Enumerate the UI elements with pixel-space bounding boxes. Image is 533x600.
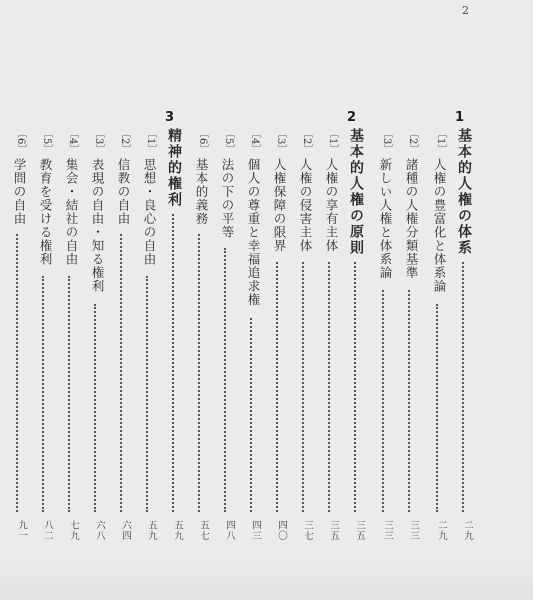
dot-leader <box>94 304 97 512</box>
section-marker: 〔2〕 <box>301 128 312 155</box>
dot-leader <box>250 318 253 512</box>
section-marker: 〔4〕 <box>249 128 260 155</box>
page-reference: 二九 <box>462 520 473 541</box>
dot-leader <box>382 290 385 512</box>
chapter-title: 精神的権利 <box>166 128 182 208</box>
page-reference: 四〇 <box>276 520 287 541</box>
section-marker: 〔3〕 <box>381 128 392 155</box>
dot-leader <box>328 262 331 512</box>
chapter-number: 2 <box>347 110 357 125</box>
section-marker: 〔5〕 <box>223 128 234 155</box>
section-marker: 〔5〕 <box>41 128 52 155</box>
section-title: 新しい人権と体系論 <box>378 158 393 280</box>
section-marker: 〔6〕 <box>15 128 26 155</box>
section-title: 法の下の平等 <box>220 158 235 239</box>
chapter-title: 基本的人権の体系 <box>456 128 472 256</box>
section-title: 人権の侵害主体 <box>298 158 313 253</box>
dot-leader <box>68 276 71 512</box>
chapter-title: 基本的人権の原則 <box>348 128 364 256</box>
section-title: 人権の享有主体 <box>324 158 339 253</box>
dot-leader <box>42 276 45 512</box>
dot-leader <box>436 304 439 512</box>
section-title: 基本的義務 <box>194 158 209 226</box>
section-marker: 〔6〕 <box>197 128 208 155</box>
dot-leader <box>120 234 123 512</box>
dot-leader <box>146 276 149 512</box>
section-title: 信教の自由 <box>116 158 131 226</box>
section-marker: 〔3〕 <box>275 128 286 155</box>
page-reference: 三三 <box>408 520 419 541</box>
page-reference: 二九 <box>436 520 447 541</box>
section-title: 集会・結社の自由 <box>64 158 79 266</box>
chapter-number: 3 <box>165 110 175 125</box>
page-reference: 四三 <box>250 520 261 541</box>
section-title: 個人の尊重と幸福追求権 <box>246 158 261 307</box>
section-marker: 〔1〕 <box>145 128 156 155</box>
page-reference: 五七 <box>198 520 209 541</box>
section-marker: 〔2〕 <box>407 128 418 155</box>
page-reference: 四八 <box>224 520 235 541</box>
page-reference: 九一 <box>16 520 27 541</box>
dot-leader <box>224 248 227 512</box>
dot-leader <box>354 262 357 512</box>
section-marker: 〔4〕 <box>67 128 78 155</box>
section-title: 表現の自由・知る権利 <box>90 158 105 293</box>
page-reference: 三七 <box>302 520 313 541</box>
section-marker: 〔1〕 <box>435 128 446 155</box>
page-reference: 三五 <box>328 520 339 541</box>
section-marker: 〔3〕 <box>93 128 104 155</box>
chapter-number: 1 <box>455 110 465 125</box>
page-reference: 七九 <box>68 520 79 541</box>
section-title: 諸種の人権分類基準 <box>404 158 419 280</box>
dot-leader <box>408 290 411 512</box>
page-reference: 五九 <box>172 520 183 541</box>
dot-leader <box>302 262 305 512</box>
section-marker: 〔2〕 <box>119 128 130 155</box>
dot-leader <box>172 214 175 512</box>
page-reference: 六八 <box>94 520 105 541</box>
page-reference: 八二 <box>42 520 53 541</box>
section-title: 思想・良心の自由 <box>142 158 157 266</box>
section-title: 人権保障の限界 <box>272 158 287 253</box>
section-title: 教育を受ける権利 <box>38 158 53 266</box>
dot-leader <box>462 262 465 512</box>
section-title: 人権の豊富化と体系論 <box>432 158 447 293</box>
dot-leader <box>276 262 279 512</box>
page-reference: 五九 <box>146 520 157 541</box>
page-reference: 三三 <box>382 520 393 541</box>
page-edge-shadow <box>0 555 533 600</box>
page-number: 2 <box>462 4 469 17</box>
dot-leader <box>16 234 19 512</box>
section-marker: 〔1〕 <box>327 128 338 155</box>
dot-leader <box>198 234 201 512</box>
section-title: 学問の自由 <box>12 158 27 226</box>
page-reference: 三五 <box>354 520 365 541</box>
page-reference: 六四 <box>120 520 131 541</box>
